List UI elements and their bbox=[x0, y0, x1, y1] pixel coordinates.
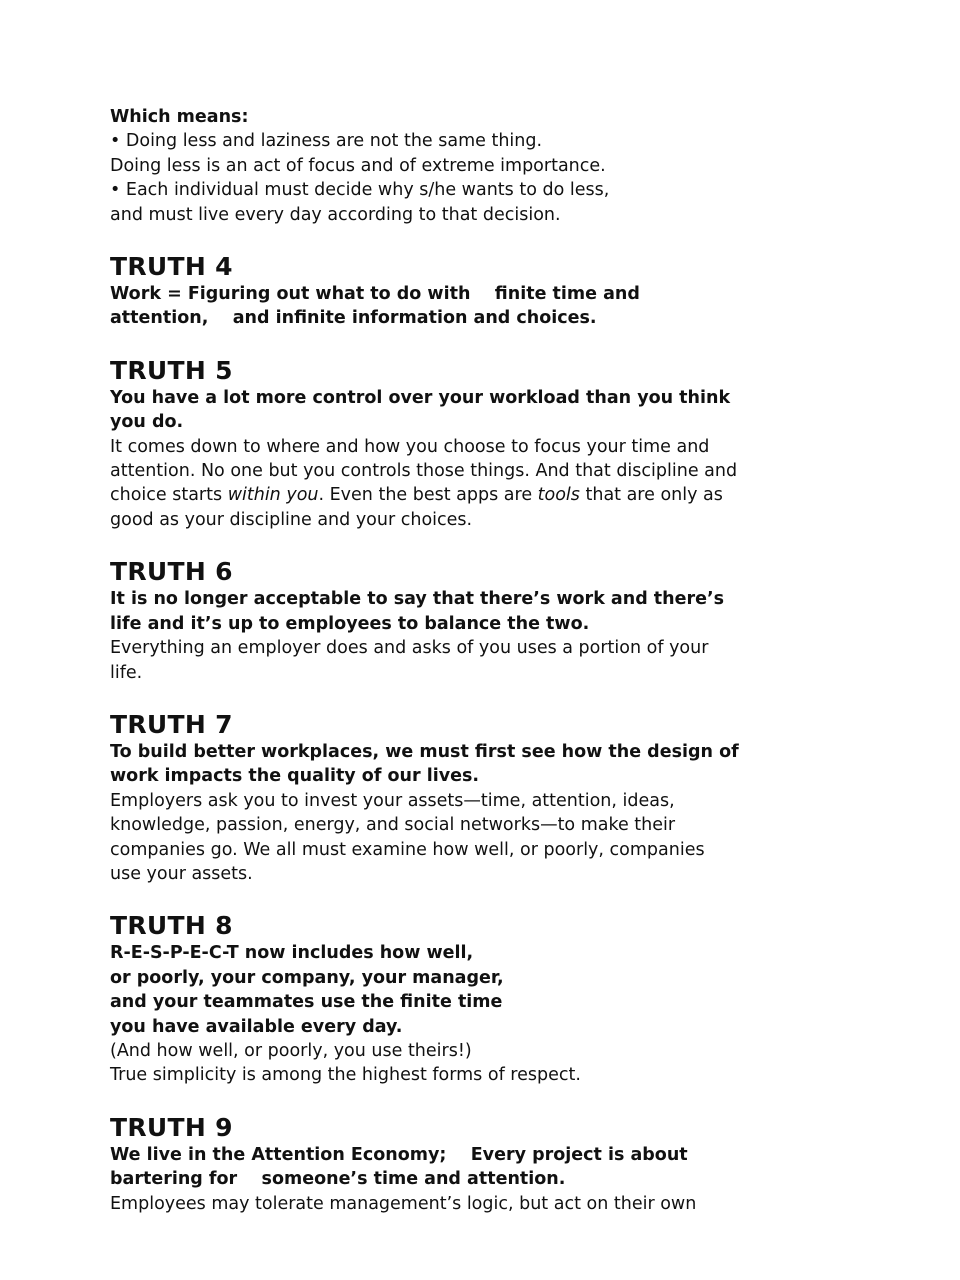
truth-5-statement: you do. bbox=[110, 412, 184, 433]
truth-7-body: companies go. We all must examine how well, or poorly, companies bbox=[110, 839, 705, 860]
intro-line: • Doing less and laziness are not the same thing. bbox=[110, 131, 543, 152]
truth-8-body: (And how well, or poorly, you use theirs!) bbox=[110, 1040, 472, 1061]
truth-7-body: Employers ask you to invest your assets—time, attention, ideas, bbox=[110, 790, 675, 811]
truth-5-body: good as your discipline and your choices. bbox=[110, 509, 473, 530]
intro-section bbox=[110, 105, 810, 227]
truth-5-statement: You have a lot more control over your workload than you think bbox=[110, 387, 731, 408]
truth-8-section bbox=[110, 911, 810, 1087]
truth-7-body: use your assets. bbox=[110, 863, 253, 884]
truth-6-section bbox=[110, 557, 810, 685]
truth-6-statement: life and it’s up to employees to balance the two. bbox=[110, 613, 590, 634]
truth-5-body-rich bbox=[110, 483, 810, 507]
truth-7-heading: TRUTH 7 bbox=[110, 709, 233, 739]
truth-9-body: Employees may tolerate management’s logic, but act on their own bbox=[110, 1193, 697, 1214]
truth-9-section bbox=[110, 1113, 810, 1216]
truth-7-statement: To build better workplaces, we must first see how the design of bbox=[110, 741, 739, 762]
truth-9-statement: bartering for someone’s time and attention. bbox=[110, 1169, 566, 1190]
truth-9-statement: We live in the Attention Economy; Every project is about bbox=[110, 1144, 688, 1165]
text-run: choice starts bbox=[110, 485, 228, 506]
intro-line: • Each individual must decide why s/he wants to do less, bbox=[110, 180, 610, 201]
truth-8-statement: and your teammates use the finite time bbox=[110, 992, 503, 1013]
truth-8-statement: R-E-S-P-E-C-T now includes how well, bbox=[110, 943, 474, 964]
truth-6-heading: TRUTH 6 bbox=[110, 557, 233, 587]
truth-4-heading: TRUTH 4 bbox=[110, 252, 233, 282]
page-content bbox=[110, 105, 810, 1216]
intro-heading: Which means: bbox=[110, 107, 249, 127]
truth-5-section bbox=[110, 356, 810, 532]
emphasis-text: tools bbox=[537, 485, 580, 506]
text-run: that are only as bbox=[579, 485, 723, 506]
truth-4-section bbox=[110, 252, 810, 331]
intro-line: Doing less is an act of focus and of extreme importance. bbox=[110, 155, 606, 176]
truth-5-body: attention. No one but you controls those things. And that discipline and bbox=[110, 461, 738, 482]
emphasis-text: within you bbox=[227, 485, 319, 506]
truth-8-body: True simplicity is among the highest forms of respect. bbox=[110, 1065, 581, 1086]
truth-8-statement: you have available every day. bbox=[110, 1016, 403, 1037]
truth-7-section bbox=[110, 710, 810, 886]
truth-8-statement: or poorly, your company, your manager, bbox=[110, 967, 504, 988]
truth-6-body: Everything an employer does and asks of you uses a portion of your bbox=[110, 638, 709, 659]
truth-9-heading: TRUTH 9 bbox=[110, 1112, 233, 1142]
truth-6-body: life. bbox=[110, 662, 143, 683]
truth-6-statement: It is no longer acceptable to say that there’s work and there’s bbox=[110, 589, 725, 610]
truth-7-body: knowledge, passion, energy, and social networks—to make their bbox=[110, 815, 676, 836]
truth-5-body: It comes down to where and how you choose to focus your time and bbox=[110, 436, 710, 457]
intro-line: and must live every day according to that decision. bbox=[110, 204, 561, 225]
truth-4-statement: Work = Figuring out what to do with finite time and bbox=[110, 284, 640, 305]
truth-5-heading: TRUTH 5 bbox=[110, 355, 233, 385]
text-run: . Even the best apps are bbox=[318, 485, 538, 506]
truth-8-heading: TRUTH 8 bbox=[110, 911, 233, 941]
truth-7-statement: work impacts the quality of our lives. bbox=[110, 766, 480, 787]
truth-4-statement: attention, and infinite information and choices. bbox=[110, 308, 597, 329]
